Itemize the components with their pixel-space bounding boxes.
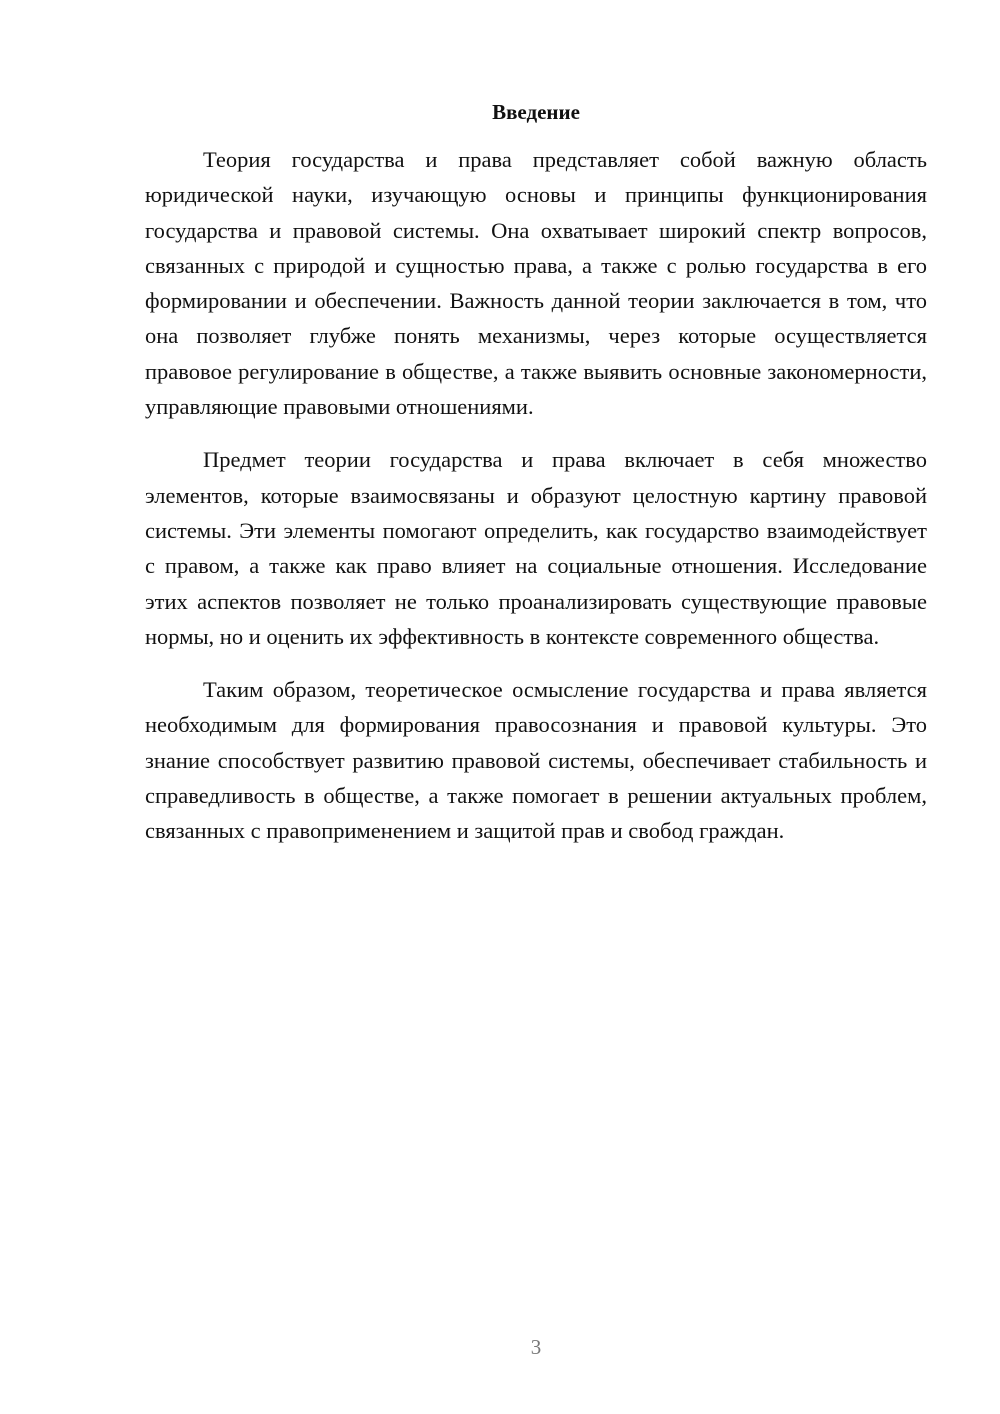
paragraph-3: Таким образом, теоретическое осмысление государства и права является необходимым для формирования правосознания и правовой культуры. Это знание способствует развитию правовой системы, обеспечивает стабильность и справедливость в обществе, а также помогает в решении актуальных проблем, связанных с правоприменением и защитой прав и свобод граждан.	[145, 677, 927, 844]
page-number: 3	[530, 1335, 542, 1359]
paragraph-1: Теория государства и права представляет собой важную область юридической науки, изучающую основы и принципы функционирования государства и правовой системы. Она охватывает широкий спектр вопросов, связанных с природой и сущностью права, а также с ролью государства в его формировании и обеспечении. Важность данной теории заключается в том, что она позволяет глубже понять механизмы, через которые осуществляется правовое регулирование в обществе, а также выявить основные закономерности, управляющие правовыми отношениями.	[145, 147, 927, 420]
paragraph-2: Предмет теории государства и права включает в себя множество элементов, которые взаимосвязаны и образуют целостную картину правовой системы. Эти элементы помогают определить, как государство взаимодействует с правом, а также как право влияет на социальные отношения. Исследование этих аспектов позволяет не только проанализировать существующие правовые нормы, но и оценить их эффективность в контексте современного общества.	[145, 447, 927, 649]
body-text	[145, 142, 927, 849]
section-heading: Введение	[492, 100, 580, 124]
